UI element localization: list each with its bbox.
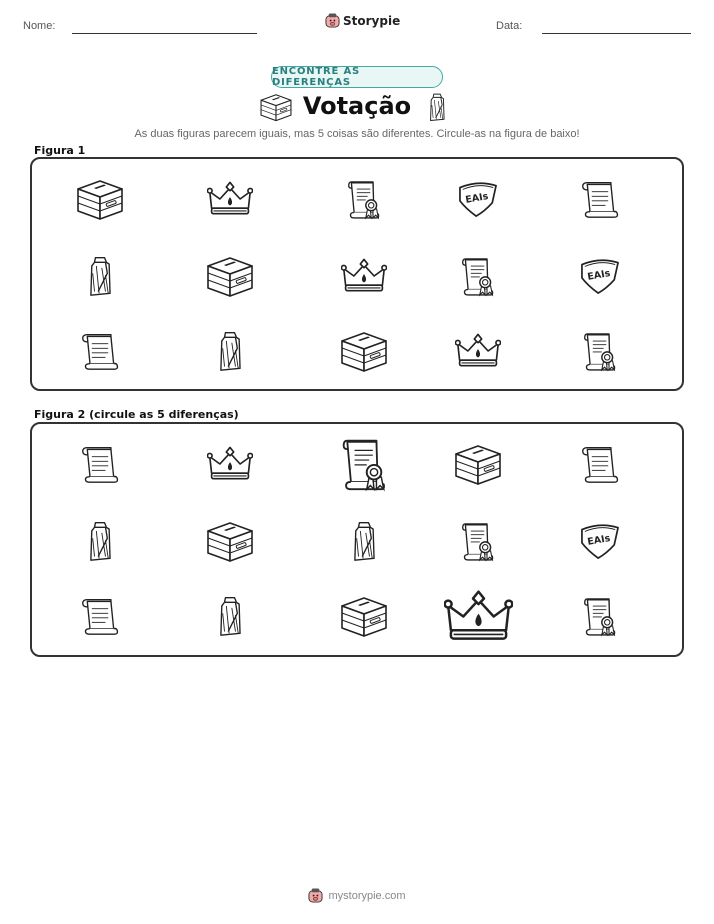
pig-footer-icon <box>308 888 323 903</box>
shield-text: EAIs <box>464 190 490 206</box>
name-label: Nome: <box>23 20 56 32</box>
scroll-icon <box>80 595 120 637</box>
activity-badge: ENCONTRE AS DIFERENÇAS <box>271 66 443 88</box>
toga-icon <box>217 330 243 372</box>
crown-icon <box>207 180 253 218</box>
ballot-box-icon <box>339 594 389 638</box>
toga-icon <box>87 520 113 562</box>
crown-icon <box>444 588 513 645</box>
instructions: As duas figuras parecem iguais, mas 5 coisas são diferentes. Circule-as na figura de baixo! <box>134 128 580 140</box>
figure1-panel <box>30 157 684 391</box>
toga-title-icon <box>428 92 446 127</box>
scroll-icon <box>80 330 120 372</box>
toga-icon <box>351 520 377 562</box>
certificate-icon <box>340 434 389 493</box>
ballot-box-icon <box>453 442 503 486</box>
certificate-icon <box>346 177 382 221</box>
brand-logo <box>325 13 400 28</box>
figure1-label: Figura 1 <box>34 144 86 157</box>
footer <box>0 888 714 903</box>
toga-icon <box>87 255 113 297</box>
date-line[interactable] <box>542 33 691 34</box>
scroll-icon <box>580 178 620 220</box>
ballot-box-icon <box>339 329 389 373</box>
shield-eais-icon <box>578 522 622 560</box>
certificate-icon <box>582 594 618 638</box>
shield-eais-icon <box>578 257 622 295</box>
brand-name: Storypie <box>343 13 401 28</box>
ballot-box-icon <box>205 254 255 298</box>
certificate-icon <box>460 254 496 298</box>
crown-icon <box>341 257 387 295</box>
page-title: Votação <box>302 92 412 120</box>
ballot-box-icon <box>75 177 125 221</box>
scroll-icon <box>580 443 620 485</box>
figure2-panel[interactable] <box>30 422 684 657</box>
ballot-box-icon <box>205 519 255 563</box>
pig-icon <box>325 13 340 28</box>
date-label: Data: <box>496 20 523 32</box>
certificate-icon <box>460 519 496 563</box>
shield-text: EAIs <box>586 532 612 548</box>
certificate-icon <box>582 329 618 373</box>
scroll-icon <box>80 443 120 485</box>
shield-text: EAIs <box>586 267 612 283</box>
footer-url: mystorypie.com <box>328 889 406 902</box>
shield-eais-icon <box>456 180 500 218</box>
crown-icon <box>207 445 253 483</box>
toga-icon <box>217 595 243 637</box>
crown-icon <box>455 332 501 370</box>
name-line[interactable] <box>72 33 257 34</box>
figure2-label: Figura 2 (circule as 5 diferenças) <box>34 408 239 421</box>
